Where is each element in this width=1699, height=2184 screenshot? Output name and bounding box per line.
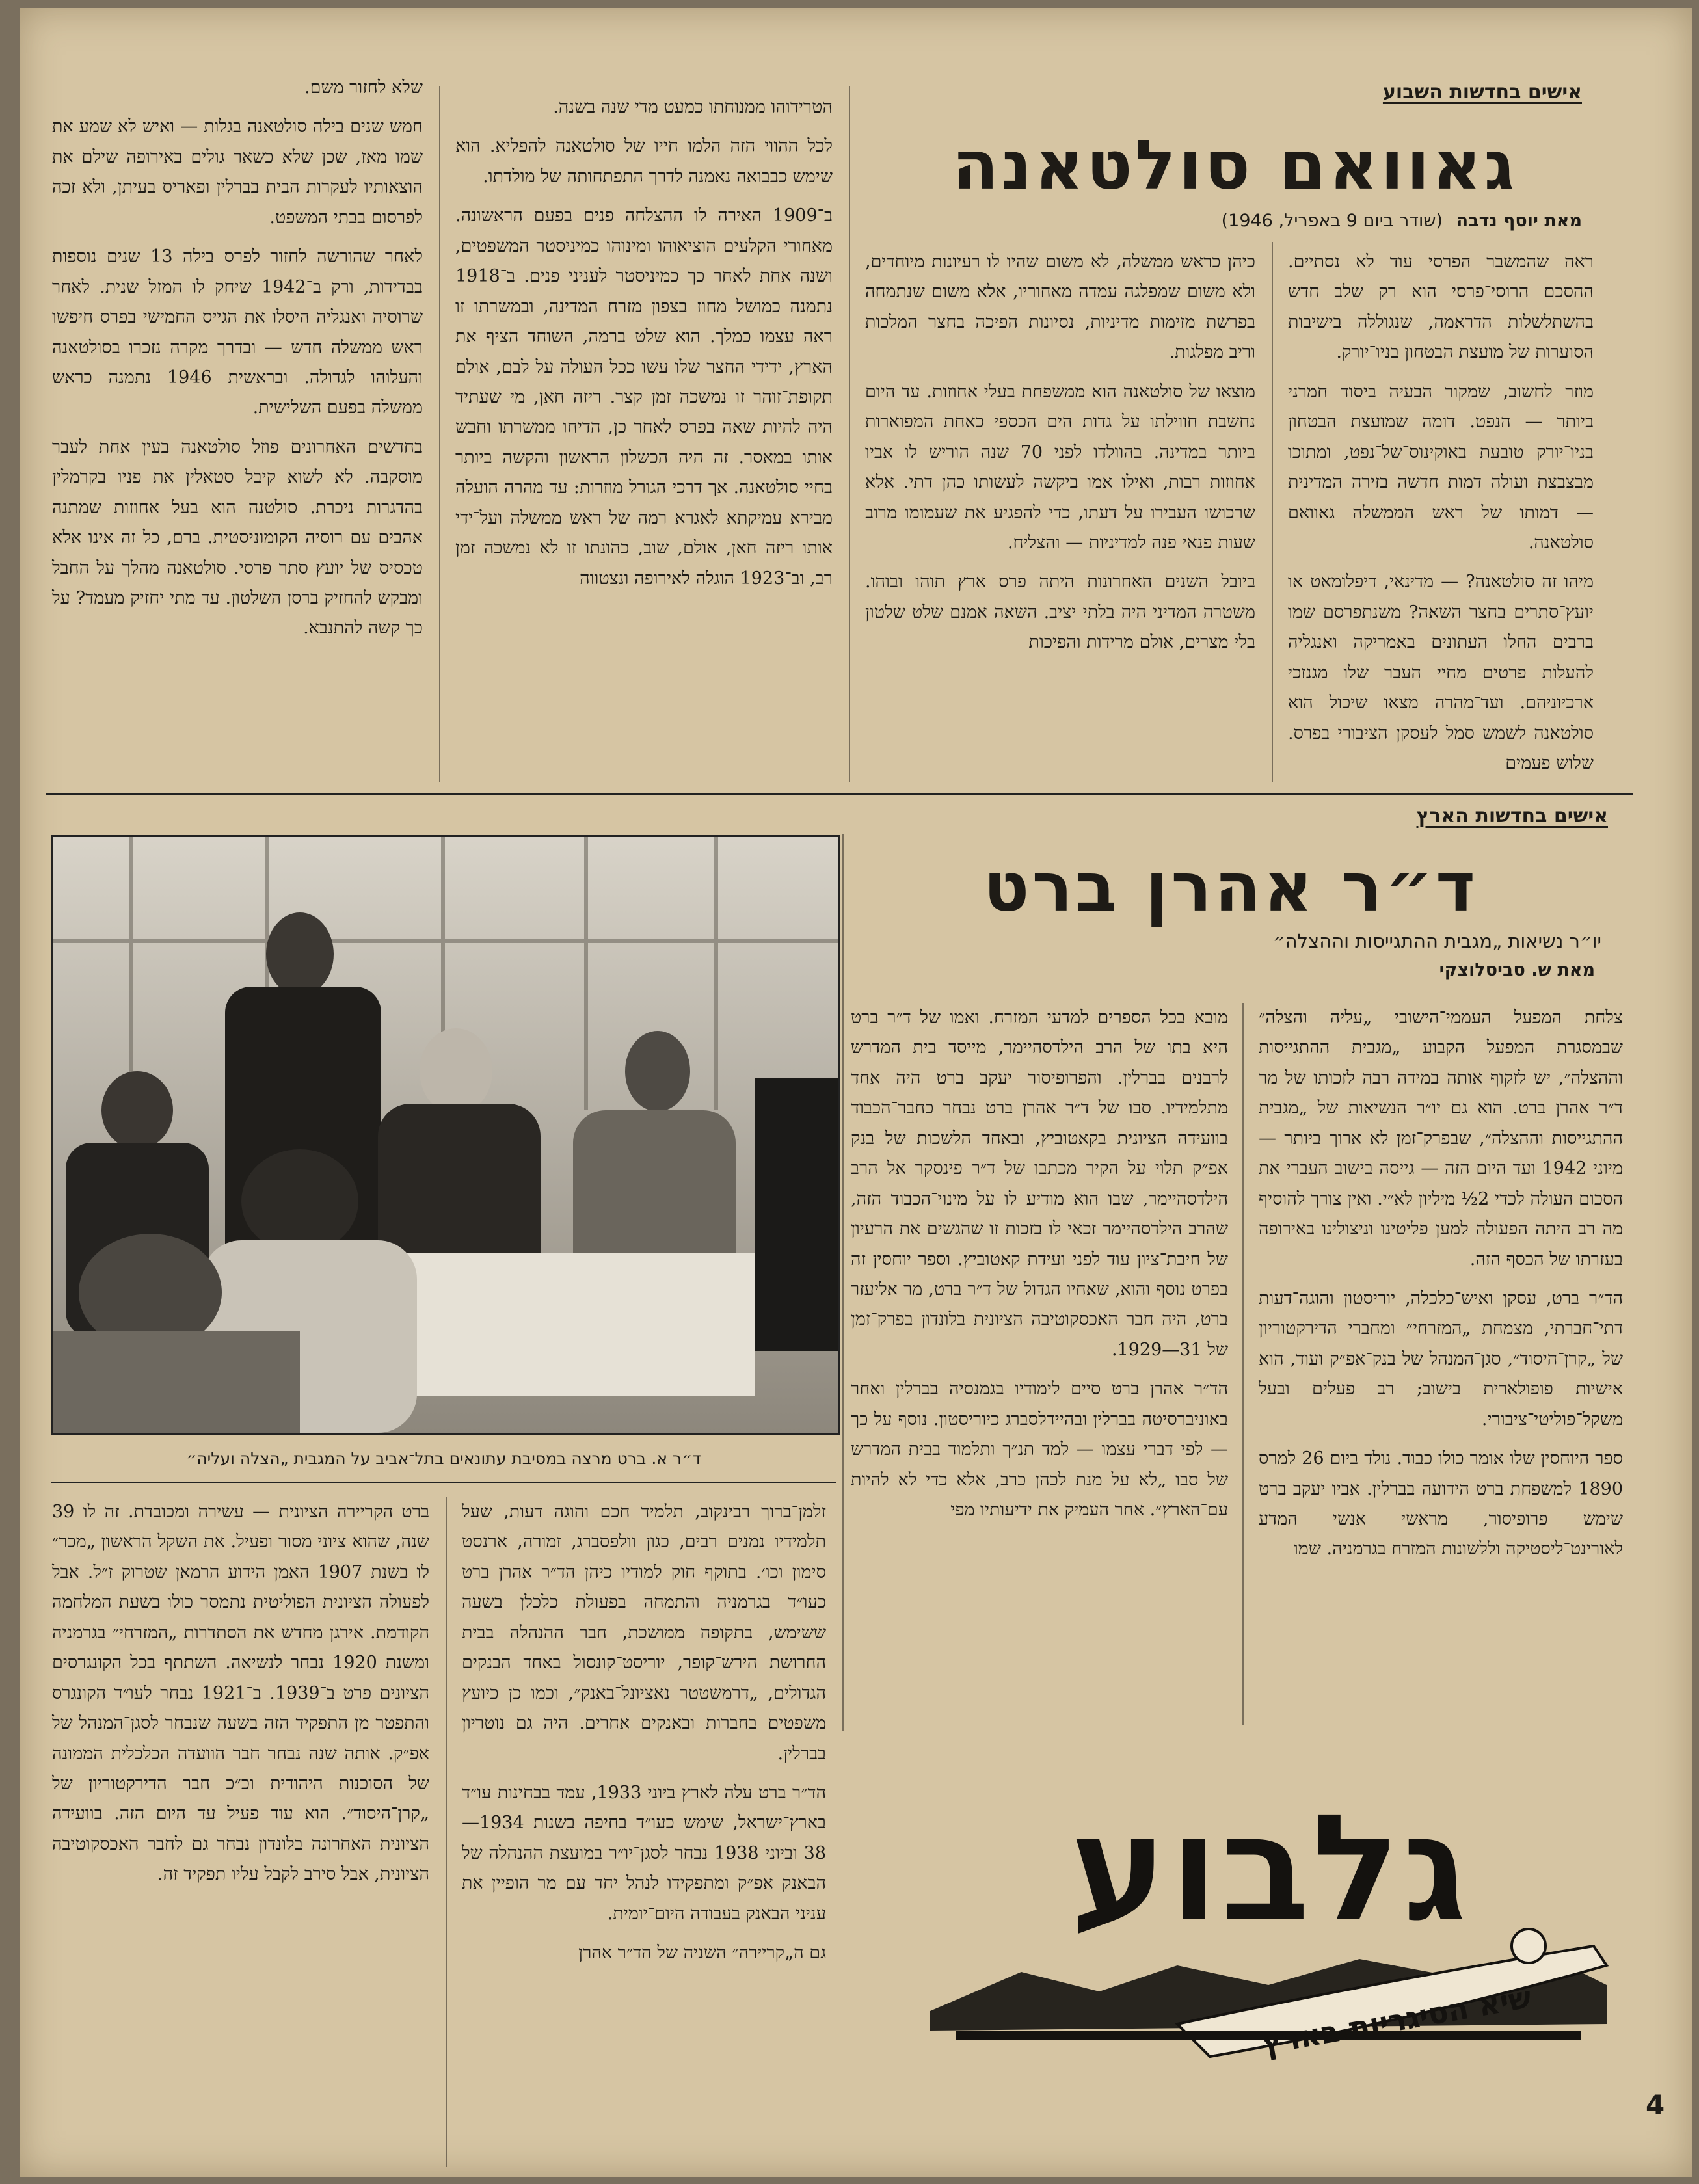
column-rule xyxy=(842,834,844,1731)
paragraph: צלחת המפעל העממי־הישובי „עליה והצלה״ שבמסגרת המפעל הקבוע „מגבית ההתגייסות וההצלה״, יש לזקוף אותה במידה רבה לזכותו של מר ד״ר אהרן ברט. הוא גם יו״ר הנשיאות של „מגבית ההתגייסות וההצלה״, שבפרק־זמן לא ארוך ביותר — מיוני 1942 ועד היום הזה — גייסה בישוב העברי את הסכום העולה לכדי 2½ מיליון לא״י. ואין צורך להוסיף מה רב היתה הפעולה למען פליטינו וניצולינו באירופה בעזרתו של הכסף הזה. xyxy=(1259,1007,1623,1270)
paragraph: לכל ההווי הזה הלמו חייו של סולטאנה להפליא. הוא שימש כבבואה נאמנה לדרך התפתחותה של מולדתו. xyxy=(455,136,833,187)
paragraph: מיהו זה סולטאנה? — מדינאי, דיפלומאט או יועץ־סתרים בחצר השאה? משנתפרסם שמו ברבים החלו העתונים באמריקה ואנגליה להעלות פרטים מחיי העבר שלו מגנזכי ארכיוניהם. ועד־מהרה מצאו שיכול הוא סולטאנה לשמש סמל לעסקן הציבורי בפרס. שלוש פעמים xyxy=(1288,572,1594,773)
paragraph: הטרידוהו ממנוחתו כמעט מדי שנה בשנה. xyxy=(553,97,833,117)
column-rule xyxy=(446,1497,447,2167)
paragraph: הד״ר ברט, עסקן ואיש־כלכלה, יוריסטון והוגה־דעות דתי־חברתי, מצמחת „המזרחי״ ומחברי הדירקטוריון של „קרן־היסוד״, סגן־המנהל של בנק־אפ״ק ועוד, הוא אישיות פופולארית בישוב; רב פעלים ובעל משקל־פוליטי־ציבורי. xyxy=(1259,1288,1623,1430)
headline-sultana: גאוואם סולטאנה xyxy=(952,126,1517,205)
paragraph: זלמן־ברוך רבינקוב, תלמיד חכם והוגה דעות, שעל תלמידיו נמנים רבים, כגון וולפסברג, זמורה, ארנסט סימון וכו׳. בתוקף חוק למודיו כיהן הד״ר אהרן ברט כעו״ד בגרמניה והתמחה בפעולת כלכלן בשעה ששימש, בתקופה ממושכת, חבר ההנהלה בבית החרושת הירש־קופר, יוריסט־קונסול באחד הבנקים הגדולים, „דרמשטטר נאציונל־באנק״, וכמו כן כיועץ משפטים בחברות ובאנקים אחרים. היה גם נוטריון בברלין. xyxy=(462,1502,826,1764)
paragraph: בחדשים האחרונים פוזל סולטאנה בעין אחת לעבר מוסקבה. לא לשוא קיבל סטאלין את פניו בקרמלין בהדגרות ניכרת. סולטנה הוא בעל אחוזות שמתנה אהבים עם רוסיה הקומוניסטית. ברם, כל זה אינו אלא טכסיס של יועץ סתר פרסי. סולטאנה מהלך על החבל ומבקש להחזיק ברסן השלטון. עד מתי יחזיק מעמד? על כך קשה להתנבא. xyxy=(52,436,423,639)
article-column xyxy=(1259,1003,1623,1725)
column-rule xyxy=(1242,1003,1244,1725)
paragraph: כיהן כראש ממשלה, לא משום שהיו לו רעיונות מיוחדים, ולא משום שמפלגה עמדה מאחוריו, אלא משום שנתמחה בפרשת מזימות מדיניות, נסיונות הפיכה בחצר המלכות וריב מפלגות. xyxy=(865,252,1255,363)
photo-graphic xyxy=(53,837,838,1433)
ad-graphic xyxy=(904,1751,1633,2115)
section-divider xyxy=(46,793,1633,795)
article-column xyxy=(1288,247,1594,780)
column-rule xyxy=(1272,242,1273,782)
paragraph: ברט הקריירה הציונית — עשירה ומכובדת. זה לו 39 שנה, שהוא ציוני מסור ופעיל. את השקל הראשון „מכר״ לו בשנת 1907 האמן הידוע הרמאן שטרוק ז״ל. אבל לפעולה הציונית הפוליטית נתמסר כולו בשעת המלחמה הקודמת. אירגן מחדש את הסתדרות „המזרחי״ בגרמניה ומשנת 1920 נבחר לנשיאה. השתתף בכל הקונגרסים הציונים פרט ב־1939. ב־1921 נבחר לעו״ד הקונגרס והתפטר מן התפקיד הזה בשעה שנבחר לסגן־המנהל של אפ״ק. אותה שנה נבחר חבר הוועדה הכלכלית הממונה של הסוכנות היהודית וכ״כ חבר הדירקטוריון של „קרן־היסוד״. הוא עוד פעיל עד היום הזה. בוועידה הציונית האחרונה בלונדון נבחר גם לחבר האכסקוטיבה הציונית, אבל סירב לקבל עליו תפקיד זה. xyxy=(52,1502,430,1885)
photo-caption: ד״ר א. ברט מרצה במסיבת עתונאים בתל־אביב על המגבית „הצלה ועליה״ xyxy=(51,1436,836,1483)
article-column xyxy=(52,1497,429,2174)
paragraph: ב־1909 האירה לו ההצלחה פנים בפעם הראשונה. מאחורי הקלעים הוציאוהו ומינוהו כמיניסטר המשפטים, ושנה אחת לאחר כך כמיניסטר לעניני פנים. ב־1918 נתמנה כמושל מחוז בצפון מזרח המדינה, ובמשרתו זו ראה עצמו כמלך. הוא שלט ברמה, השוחד הציף את הארץ, ידידי החצר שלו עשו ככל העולה על לבם, אולם תקופת־זוהר זו נמשכה זמן קצר. ריזה חאן, מי שעתיד היה להיות שאה בפרס לאחר כן, הדיחו ממשרתו וחבש אותו במאסר. זה היה הכשלון הראשון והקשה ביותר בחיי סולטאנה. אך דרכי הגורל מוזרות: עד מהרה הועלה מבירא עמיקתא לאגרא רמה של ראש ממשלה ועל־ידי אותו ריזה חאן, אולם, שוב, כהונתו זו לא נמשכה זמן רב, וב־1923 הוגלה לאירופה ונצטווה xyxy=(455,206,833,589)
paragraph: שלא לחזור משם. xyxy=(304,77,423,98)
ad-brand-logo: גלבוע xyxy=(1068,1782,1469,1956)
article-column xyxy=(52,73,423,782)
page-number: 4 xyxy=(1646,2089,1665,2121)
byline-sultana xyxy=(1222,211,1582,231)
section-kicker-country: אישים בחדשות הארץ xyxy=(1416,805,1608,827)
paragraph: ראה שהמשבר הפרסי עוד לא נסתיים. ההסכם הרוסי־פרסי הוא רק שלב חדש בהשתלשלות הדראמה, שנגוללה בישיבות הסוערות של מועצת הבטחון בניו־יורק. xyxy=(1288,252,1594,363)
paragraph: ביובל השנים האחרונות היתה פרס ארץ תוהו ובוהו. משטרה המדיני היה בלתי יציב. השאה אמנם שלט שלטון בלי מצרים, אולם מרידות והפיכות xyxy=(865,572,1255,653)
gilboa-cigarette-ad xyxy=(904,1751,1633,2115)
paragraph: הד״ר ברט עלה לארץ ביוני 1933, עמד בבחינות עו״ד בארץ־ישראל, שימש כעו״ד בחיפה בשנות 1934—38 וביוני 1938 נבחר לסגן־יו״ר במועצת ההנהלה של הבאנק אפ״ק ומתפקידו לנהל יחד עם מר הופיין את עניני הבאנק בעבודה היום־יומית. xyxy=(462,1782,826,1924)
headline-bart: ד״ר אהרן ברט xyxy=(983,847,1478,927)
column-rule xyxy=(439,86,440,782)
section-kicker-week: אישים בחדשות השבוע xyxy=(1382,81,1582,103)
byline-author: מאת יוסף נדבה xyxy=(1456,211,1582,231)
article-column xyxy=(865,247,1255,780)
byline-bart: מאת ש. סביסלוצקי xyxy=(1439,960,1595,980)
paragraph: מוזר לחשוב, שמקור הבעיה ביסוד חמרני ביותר — הנפט. דומה שמועצת הבטחון בניו־יורק טובעת באוקינוס־של־נפט, ומתוכו מבצבצת ועולה דמות חדשה בזירה המדינית — דמותו של ראש הממשלה גאוואם סולטאנה. xyxy=(1288,381,1594,553)
newspaper-page xyxy=(20,8,1692,2177)
paragraph: מוצאו של סולטאנה הוא ממשפחת בעלי אחוזות. עד היום נחשבת חווילתו על גדות הים הכספי כאחת המפוארות ביותר במדינה. בהוולדו לפני 70 שנה הוריש לו אביו אחוזות רבות, ואילו אמו ביקשה לעשותו כהן דתי. אלא שרכושו העבירו על דעתו, כדי להפגיע את שעמומו מרוב שעות פנאי פנה למדיניות — והצליח. xyxy=(865,381,1255,553)
byline-dateline: (שודר ביום 9 באפריל, 1946) xyxy=(1221,211,1443,231)
paragraph: גם ה„קריירה״ השניה של הד״ר אהרן xyxy=(578,1943,826,1964)
paragraph: מובא בכל הספרים למדעי המזרח. ואמו של ד״ר ברט היא בתו של הרב הילדסהיימר, מייסד בית המדרש לרבנים בברלין. והפרופיסור יעקב ברט היה אחד מתלמידיו. סבו של ד״ר אהרן ברט נבחר כחבר־הכבוד בוועידה הציונית בקאטוביץ, ובאחד הלשכות של בנק אפ״ק תלוי על הקיר מכתבו של ד״ר פינסקר אל הרב הילדסהיימר, שבו הוא מודיע לו על מינוי־הכבוד הזה, שהרב הילדסהיימר זכאי לו בזכות זו שהגשים את הרעיון של חיבת־ציון עוד לפני ועידת קאטוביץ. וספר יוחסין זה בפרט נוסף והוא, שאחיו הגדול של ד״ר ברט, מר אליעזר ברט, היה חבר האכסקוטיבה הציונית בלונדון בפרק־זמן של 31—1929. xyxy=(851,1007,1228,1360)
paragraph: חמש שנים בילה סולטאנה בגלות — ואיש לא שמע את שמו מאז, שכן שלא כשאר גולים באירופה שילם את הוצאותיו לעקרות הבית בברלין ופאריס בעיתן, ולא זכה לפרסום בבתי המשפט. xyxy=(52,116,423,228)
paragraph: הד״ר אהרן ברט סיים לימודיו בגמנסיה בברלין ואחר באוניברסיטה בברלין ובהיידלסברג כיוריסטון. נוסף על כך — לפי דברי עצמו — למד תנ״ך ותלמוד בבית המדרש של סבו „לא על מנת לכהן כרב, אלא כדי לא להיות עם־הארץ״. אחר העמיק את ידיעותיו מפי xyxy=(851,1379,1228,1520)
article-column xyxy=(851,1003,1228,1725)
paragraph: לאחר שהורשה לחזור לפרס בילה 13 שנים נוספות בבדידות, ורק ב־1942 שיחק לו המזל שנית. לאחר שרוסיה ואנגליה היסלו את הגייס החמישי בפרס חיפשו ראש ממשלה חדש — ובדרך מקרה נזכרו בסולטאנה והעלוהו לגדולה. ובראשית 1946 נתמנה כראש ממשלה בפעם השלישית. xyxy=(52,246,423,418)
subtitle-bart: יו״ר נשיאות „מגבית ההתגייסות וההצלה״ xyxy=(1272,930,1601,952)
article-column xyxy=(455,92,833,782)
article-column xyxy=(462,1497,826,2174)
ad-slogan: שיא הסיגריות בארץ xyxy=(1259,1979,1534,2062)
column-rule xyxy=(849,86,850,782)
paragraph: ספר היוחסין שלו אומר כולו כבוד. נולד ביום 26 למרס 1890 למשפחת ברט הידועה בברלין. אביו יעקב ברט שימש פרופיסור, מראשי אנשי המדע לאורינט־ליסטיקה וללשונות המזרח בגרמניה. שמו xyxy=(1259,1448,1623,1560)
press-conference-photo xyxy=(51,835,840,1435)
